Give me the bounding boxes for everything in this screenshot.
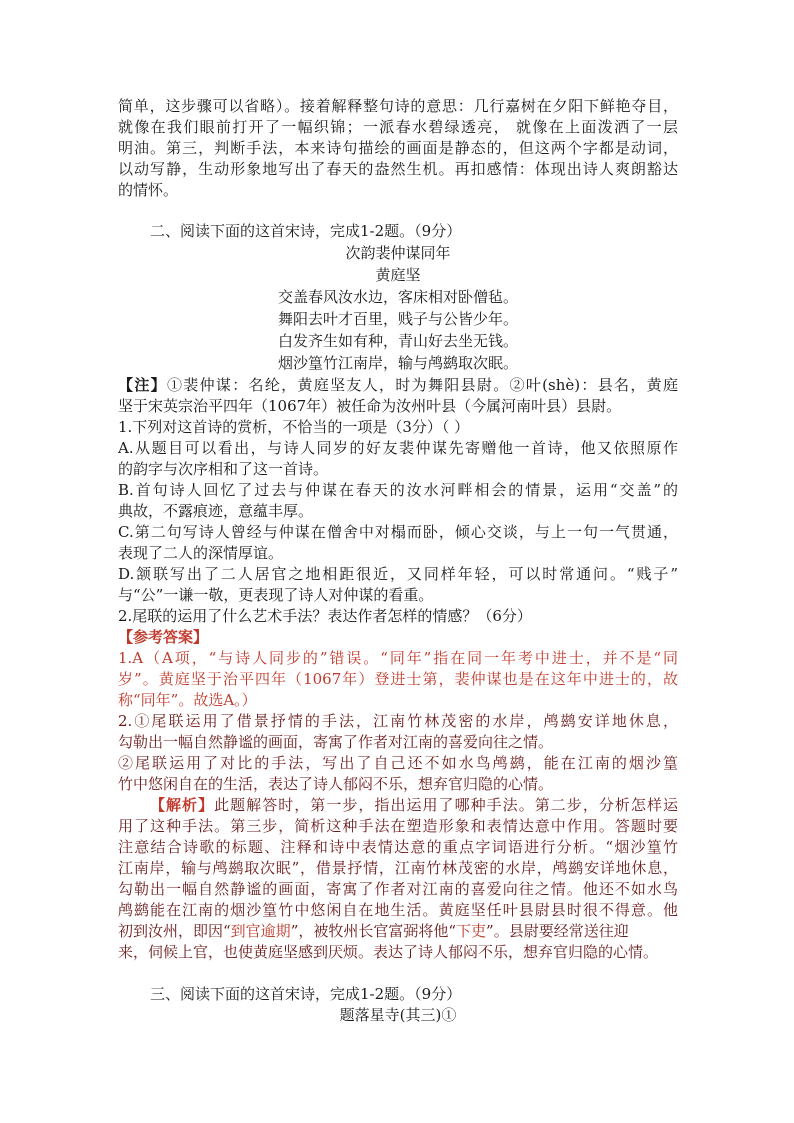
analysis-line-3: 注意结合诗歌的标题、注释和诗中表情达意的重点字词语进行分析。“烟沙篁竹: [118, 838, 678, 856]
analysis-line-4: 江南岸，输与鸬鹚取次眠”，借景抒情，江南竹林茂密的水岸，鸬鹚安详地休息，: [118, 859, 678, 877]
answer-2-line-1: 2.①尾联运用了借景抒情的手法，江南竹林茂密的水岸，鸬鹚安详地休息，: [118, 712, 678, 730]
analysis-line-6: 鸬鹚能在江南的烟沙篁竹中悠闲自在地生活。黄庭坚任叶县尉县时很不得意。他: [118, 901, 678, 919]
analysis-line-8: 来，伺候上官，也使黄庭坚感到厌烦。表达了诗人郁闷不乐，想弃官归隐的心情。: [118, 943, 659, 961]
analysis-l7-a: 初到汝州，即因“: [118, 922, 231, 940]
poem-line-2: 舞阳去叶才百里，贱子与公皆少年。: [277, 310, 518, 328]
answer-1-line-1: 1.A（A项，“与诗人同步的”错误。“同年”指在同一年考中进士，并不是“同: [118, 649, 678, 667]
intro-line-4: 以动写静，生动形象地写出了春天的盎然生机。再扣感情：体现出诗人爽朗豁达: [118, 160, 678, 178]
poem-line-1: 交盖春风汝水边，客床相对卧僧毡。: [277, 288, 518, 306]
intro-line-5: 的情怀。: [118, 181, 179, 199]
analysis-l7-highlight-1: 到官逾期: [230, 922, 291, 940]
question-2: 2.尾联的运用了什么艺术手法？表达作者怎样的情感？（6分）: [118, 607, 532, 625]
analysis-text-1: 此题解答时，第一步，指出运用了哪种手法。第二步，分析怎样运: [214, 796, 678, 814]
note-line-1: [118, 375, 678, 396]
option-c-line-1: C.第二句写诗人曾经与仲谋在僧舍中对榻而卧，倾心交谈，与上一句一气贯通，: [118, 523, 678, 541]
option-a-line-1: A.从题目可以看出，与诗人同岁的好友裴仲谋先寄赠他一首诗，他又依照原作: [118, 439, 678, 457]
option-b-line-1: B.首句诗人回忆了过去与仲谋在春天的汝水河畔相会的情景，运用“交盖”的: [118, 481, 678, 499]
answer-1-line-2: 岁”。黄庭坚于治平四年（1067年）登进士第，裴仲谋也是在这年中进士的，故: [118, 670, 678, 688]
section-2-heading: 二、阅读下面的这首宋诗，完成1-2题。（9分）: [150, 222, 462, 240]
option-d-line-1: D.颔联写出了二人居官之地相距很近，又同样年轻，可以时常通问。“贱子”: [118, 565, 678, 583]
option-b-line-2: 典故，不露痕迹，意蕴丰厚。: [118, 502, 314, 520]
section-3-heading: 三、阅读下面的这首宋诗，完成1-2题。（9分）: [150, 985, 462, 1003]
intro-line-2: 就像在我们眼前打开了一幅织锦；一派春水碧绿透亮， 就像在上面泼洒了一层: [118, 118, 678, 136]
analysis-line-2: 用了这种手法。第三步，简析这种手法在塑造形象和表情达意中作用。答题时要: [118, 817, 678, 835]
analysis-label: 【解析】: [150, 796, 215, 814]
answer-2-line-2: 勾勒出一幅自然静谧的画面，寄寓了作者对江南的喜爱向往之情。: [118, 733, 554, 751]
section-3-poem-title: 题落星寺(其三)①: [339, 1006, 457, 1024]
analysis-line-1: [150, 795, 678, 816]
option-c-line-2: 表现了二人的深情厚谊。: [118, 544, 284, 562]
answer-label: 【参考答案】: [118, 628, 209, 646]
poem-title: 次韵裴仲谋同年: [345, 244, 451, 262]
answer-1-line-3: 称“同年”。故选A。）: [118, 691, 257, 709]
analysis-l7-c: ”，被牧州长官富弼将他“: [290, 922, 457, 940]
answer-2-line-3: ②尾联运用了对比的手法，写出了自己还不如水鸟鸬鹚，能在江南的烟沙篁: [118, 754, 678, 772]
poem-author: 黄庭坚: [375, 266, 421, 284]
option-d-line-2: 与“公”一谦一敬，更表现了诗人对仲谋的看重。: [118, 586, 434, 604]
analysis-line-7: [118, 921, 678, 942]
analysis-l7-e: ”。县尉要经常送往迎: [486, 922, 629, 940]
poem-line-4: 烟沙篁竹江南岸，输与鸬鹚取次眠。: [277, 354, 518, 372]
intro-line-3: 明油。第三，判断手法，本来诗句描绘的画面是静态的，但这两个字都是动词，: [118, 139, 678, 157]
analysis-line-5: 勾勒出一幅自然静谧的画面，寄寓了作者对江南的喜爱向往之情。他还不如水鸟: [118, 880, 678, 898]
intro-line-1: 简单，这步骤可以省略）。接着解释整句诗的意思：几行嘉树在夕阳下鲜艳夺目，: [118, 97, 678, 115]
option-a-line-2: 的韵字与次序相和了这一首诗。: [118, 460, 329, 478]
note-line-2: 坚于宋英宗治平四年（1067年）被任命为汝州叶县（今属河南叶县）县尉。: [118, 397, 622, 415]
poem-line-3: 白发齐生如有种，青山好去坐无钱。: [277, 332, 518, 350]
analysis-l7-highlight-2: 下吏: [456, 922, 487, 940]
question-1: 1.下列对这首诗的赏析，不恰当的一项是（3分）（ ）: [118, 418, 470, 436]
note-text-1: ①裴仲谋：名纶，黄庭坚友人，时为舞阳县尉。②叶(shè)：县名，黄庭: [166, 376, 678, 394]
answer-2-line-4: 竹中悠闲自在的生活，表达了诗人郁闷不乐，想弃官归隐的心情。: [118, 775, 554, 793]
note-label: 【注】: [118, 376, 167, 394]
